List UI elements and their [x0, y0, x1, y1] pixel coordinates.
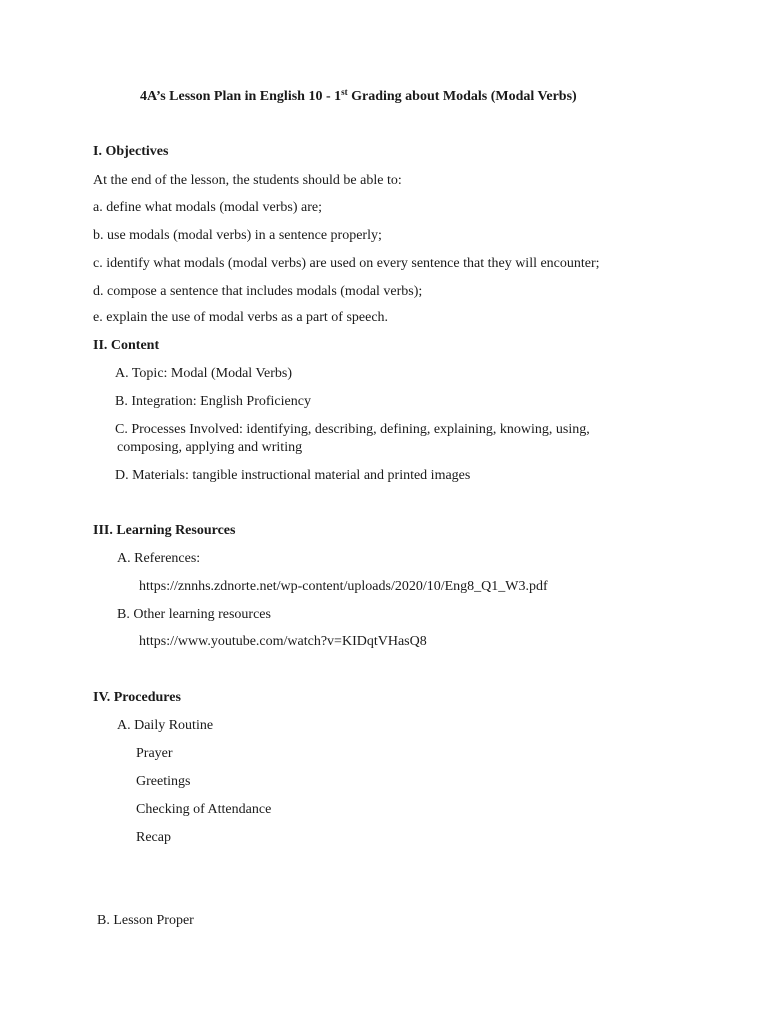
objectives-heading: I. Objectives — [93, 144, 169, 159]
procedures-daily-routine: A. Daily Routine — [117, 718, 214, 733]
title-prefix: 4A’s Lesson Plan in English 10 - 1 — [140, 89, 342, 104]
content-topic: A. Topic: Modal (Modal Verbs) — [115, 366, 292, 381]
content-heading: II. Content — [93, 338, 160, 353]
content-materials: D. Materials: tangible instructional material and printed images — [115, 468, 471, 483]
objective-item-e: e. explain the use of modal verbs as a part of speech. — [93, 310, 389, 325]
resources-references-url: https://znnhs.zdnorte.net/wp-content/uploads/2020/10/Eng8_Q1_W3.pdf — [139, 579, 548, 594]
objective-item-b: b. use modals (modal verbs) in a sentence properly; — [93, 228, 382, 243]
routine-item-prayer: Prayer — [136, 746, 173, 761]
resources-heading: III. Learning Resources — [93, 523, 236, 538]
objectives-intro: At the end of the lesson, the students should be able to: — [93, 173, 402, 188]
procedures-heading: IV. Procedures — [93, 690, 181, 705]
title-suffix: Grading about Modals (Modal Verbs) — [347, 89, 577, 104]
routine-item-attendance: Checking of Attendance — [136, 802, 272, 817]
document-title — [140, 88, 577, 106]
procedures-lesson-proper: B. Lesson Proper — [97, 913, 194, 928]
routine-item-greetings: Greetings — [136, 774, 191, 789]
content-integration: B. Integration: English Proficiency — [115, 394, 311, 409]
routine-item-recap: Recap — [136, 830, 171, 845]
objective-item-c: c. identify what modals (modal verbs) are used on every sentence that they will encounter; — [93, 256, 600, 271]
resources-other-label: B. Other learning resources — [117, 607, 271, 622]
content-processes-line1: C. Processes Involved: identifying, describing, defining, explaining, knowing, using, — [115, 422, 590, 437]
resources-references-label: A. References: — [117, 551, 201, 566]
objective-item-a: a. define what modals (modal verbs) are; — [93, 200, 322, 215]
content-processes-line2: composing, applying and writing — [117, 440, 303, 455]
resources-other-url: https://www.youtube.com/watch?v=KIDqtVHasQ8 — [139, 634, 427, 649]
objective-item-d: d. compose a sentence that includes modals (modal verbs); — [93, 284, 423, 299]
title-superscript: st — [341, 87, 348, 97]
